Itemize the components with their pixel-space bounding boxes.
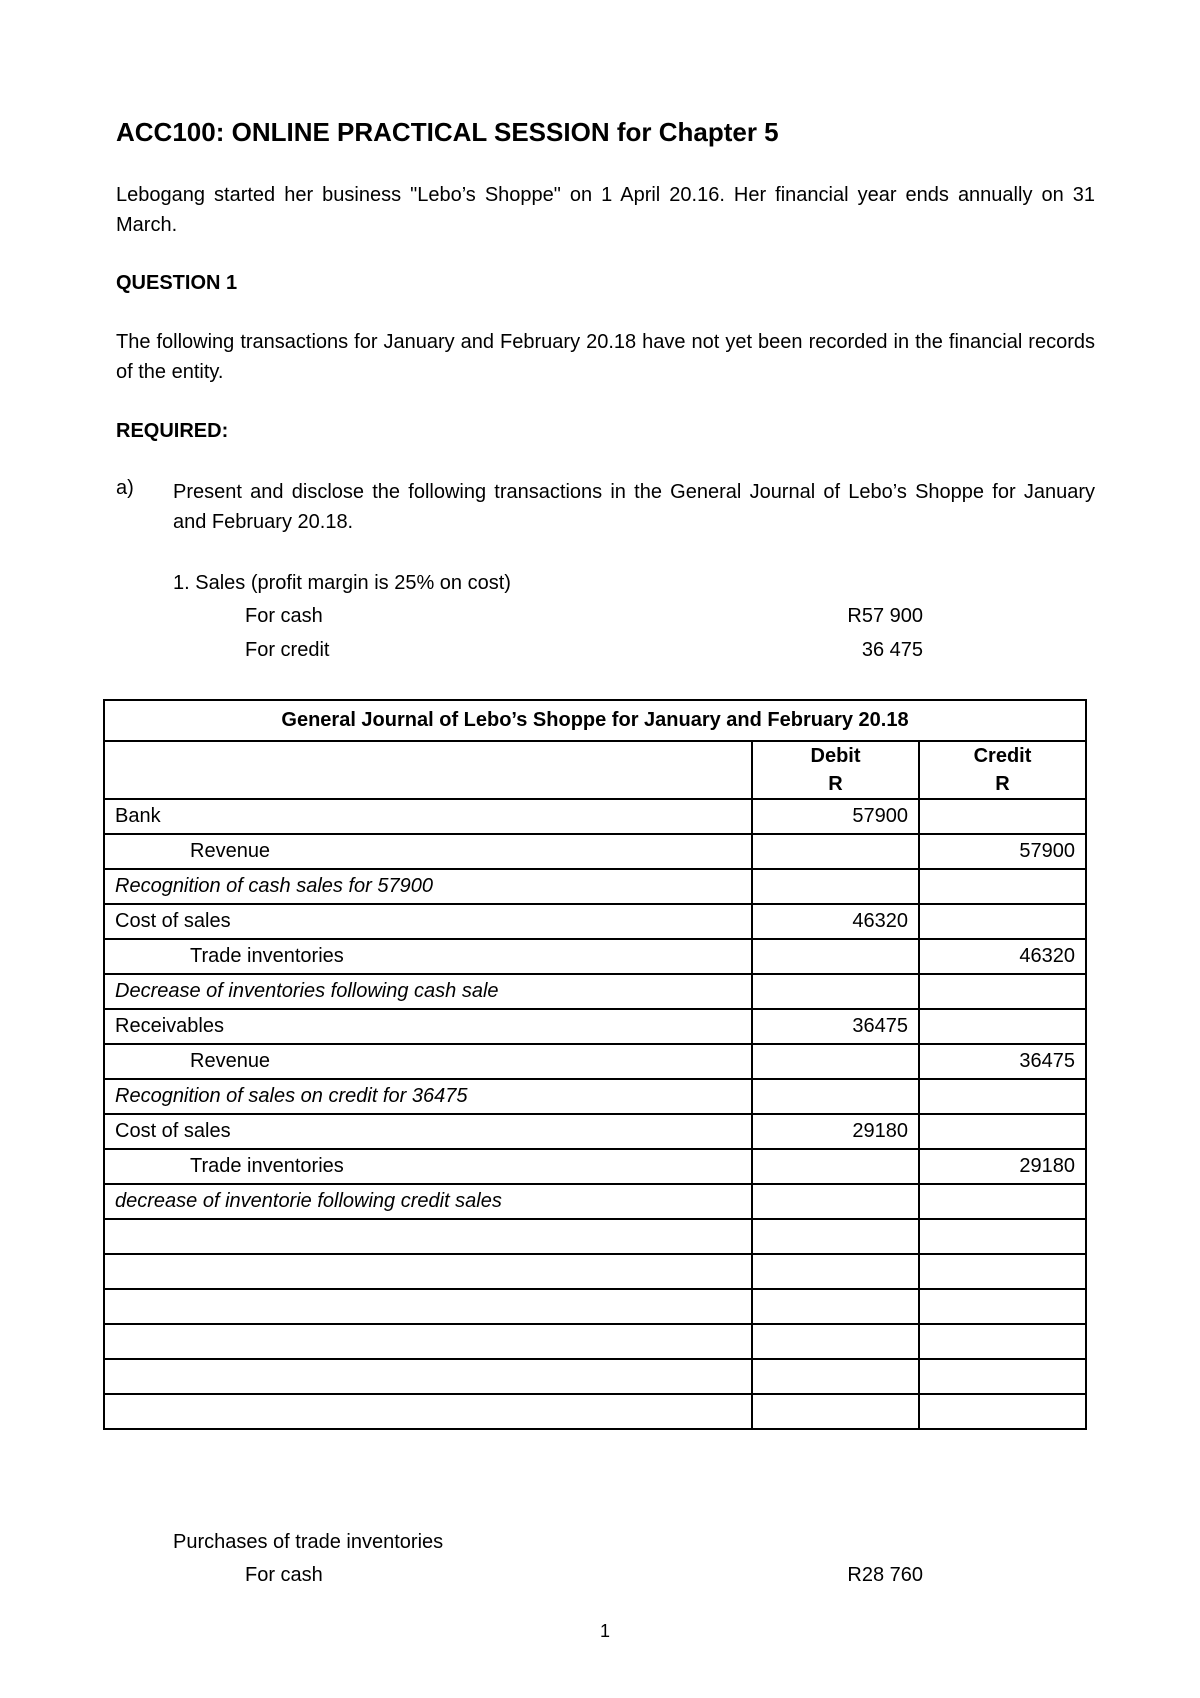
- journal-account: [104, 1254, 752, 1289]
- page-title: ACC100: ONLINE PRACTICAL SESSION for Chapter 5: [116, 117, 779, 147]
- description-header: [104, 741, 752, 799]
- journal-row: [104, 799, 1086, 834]
- journal-debit: [752, 1254, 919, 1289]
- journal-credit: [919, 1359, 1086, 1394]
- required-heading: REQUIRED:: [116, 420, 229, 442]
- intro-paragraph: Lebogang started her business "Lebo’s Shoppe" on 1 April 20.16. Her financial year ends annually on 31 March.: [116, 184, 1095, 236]
- journal-credit: 57900: [919, 834, 1086, 869]
- journal-debit: [752, 1289, 919, 1324]
- journal-caption-row: [104, 700, 1086, 741]
- journal-row: [104, 939, 1086, 974]
- journal-credit: [919, 1254, 1086, 1289]
- journal-credit: [919, 974, 1086, 1009]
- journal-credit: [919, 1324, 1086, 1359]
- journal-narration: Recognition of cash sales for 57900: [104, 869, 752, 904]
- journal-account: Trade inventories: [104, 939, 752, 974]
- journal-row: [104, 1184, 1086, 1219]
- journal-row-empty: [104, 1324, 1086, 1359]
- journal-credit: [919, 1219, 1086, 1254]
- journal-debit: [752, 834, 919, 869]
- transaction-1-title: 1. Sales (profit margin is 25% on cost): [173, 572, 511, 594]
- journal-debit: [752, 1359, 919, 1394]
- journal-credit: [919, 1184, 1086, 1219]
- journal-row-empty: [104, 1289, 1086, 1324]
- journal-account: [104, 1289, 752, 1324]
- credit-header: [919, 741, 1086, 799]
- page-number: 1: [600, 1621, 611, 1641]
- journal-debit: 36475: [752, 1009, 919, 1044]
- journal-narration: Recognition of sales on credit for 36475: [104, 1079, 752, 1114]
- journal-account: Bank: [104, 799, 752, 834]
- journal-row: [104, 869, 1086, 904]
- journal-row: [104, 904, 1086, 939]
- journal-credit: [919, 1289, 1086, 1324]
- journal-row: [104, 1079, 1086, 1114]
- debit-header-label: Debit: [810, 745, 861, 767]
- journal-credit: 46320: [919, 939, 1086, 974]
- journal-credit: [919, 1394, 1086, 1429]
- journal-credit: 29180: [919, 1149, 1086, 1184]
- journal-account: Revenue: [104, 1044, 752, 1079]
- journal-row-empty: [104, 1254, 1086, 1289]
- journal-account: Cost of sales: [104, 904, 752, 939]
- journal-debit: 29180: [752, 1114, 919, 1149]
- journal-account: [104, 1324, 752, 1359]
- journal-row-empty: [104, 1359, 1086, 1394]
- question-paragraph: The following transactions for January and February 20.18 have not yet been recorded in the financial records of the entity.: [116, 331, 1095, 383]
- transaction-2-line-amount: R28 760: [847, 1564, 923, 1586]
- journal-caption: General Journal of Lebo’s Shoppe for January and February 20.18: [104, 700, 1086, 741]
- journal-debit: [752, 939, 919, 974]
- debit-header: [752, 741, 919, 799]
- journal-row: [104, 834, 1086, 869]
- journal-row: [104, 1114, 1086, 1149]
- journal-row-empty: [104, 1219, 1086, 1254]
- general-journal-table: [103, 699, 1087, 1430]
- journal-credit: [919, 1079, 1086, 1114]
- journal-narration: Decrease of inventories following cash sale: [104, 974, 752, 1009]
- transaction-2-line-label: For cash: [245, 1564, 323, 1586]
- journal-debit: 46320: [752, 904, 919, 939]
- item-a-label: a): [116, 477, 134, 499]
- journal-credit: [919, 1009, 1086, 1044]
- journal-narration: decrease of inventorie following credit sales: [104, 1184, 752, 1219]
- journal-credit: [919, 1114, 1086, 1149]
- question-heading: QUESTION 1: [116, 272, 238, 294]
- journal-debit: [752, 869, 919, 904]
- transaction-2-title: Purchases of trade inventories: [173, 1531, 444, 1553]
- journal-debit: [752, 1394, 919, 1429]
- journal-debit: [752, 1044, 919, 1079]
- transaction-1-line-label: For credit: [245, 639, 330, 661]
- journal-account: [104, 1394, 752, 1429]
- journal-debit: 57900: [752, 799, 919, 834]
- journal-debit: [752, 1324, 919, 1359]
- journal-row-empty: [104, 1394, 1086, 1429]
- journal-account: Cost of sales: [104, 1114, 752, 1149]
- journal-account: [104, 1219, 752, 1254]
- journal-row: [104, 974, 1086, 1009]
- journal-row: [104, 1149, 1086, 1184]
- transaction-1-line-amount: 36 475: [861, 639, 923, 661]
- journal-account: [104, 1359, 752, 1394]
- journal-debit: [752, 1219, 919, 1254]
- journal-debit: [752, 1079, 919, 1114]
- journal-debit: [752, 1149, 919, 1184]
- credit-header-label: Credit: [973, 745, 1032, 767]
- journal-header-row: [104, 741, 1086, 799]
- journal-credit: [919, 799, 1086, 834]
- journal-account: Trade inventories: [104, 1149, 752, 1184]
- journal-account: Revenue: [104, 834, 752, 869]
- journal-row: [104, 1009, 1086, 1044]
- journal-debit: [752, 974, 919, 1009]
- journal-credit: [919, 904, 1086, 939]
- journal-row: [104, 1044, 1086, 1079]
- journal-credit: 36475: [919, 1044, 1086, 1079]
- journal-account: Receivables: [104, 1009, 752, 1044]
- journal-debit: [752, 1184, 919, 1219]
- transaction-1-line-amount: R57 900: [847, 605, 923, 627]
- credit-header-unit: R: [995, 773, 1010, 795]
- item-a-text: Present and disclose the following transactions in the General Journal of Lebo’s Shoppe for January and February 20.18.: [173, 481, 1095, 533]
- transaction-1-line-label: For cash: [245, 605, 323, 627]
- debit-header-unit: R: [828, 773, 843, 795]
- journal-credit: [919, 869, 1086, 904]
